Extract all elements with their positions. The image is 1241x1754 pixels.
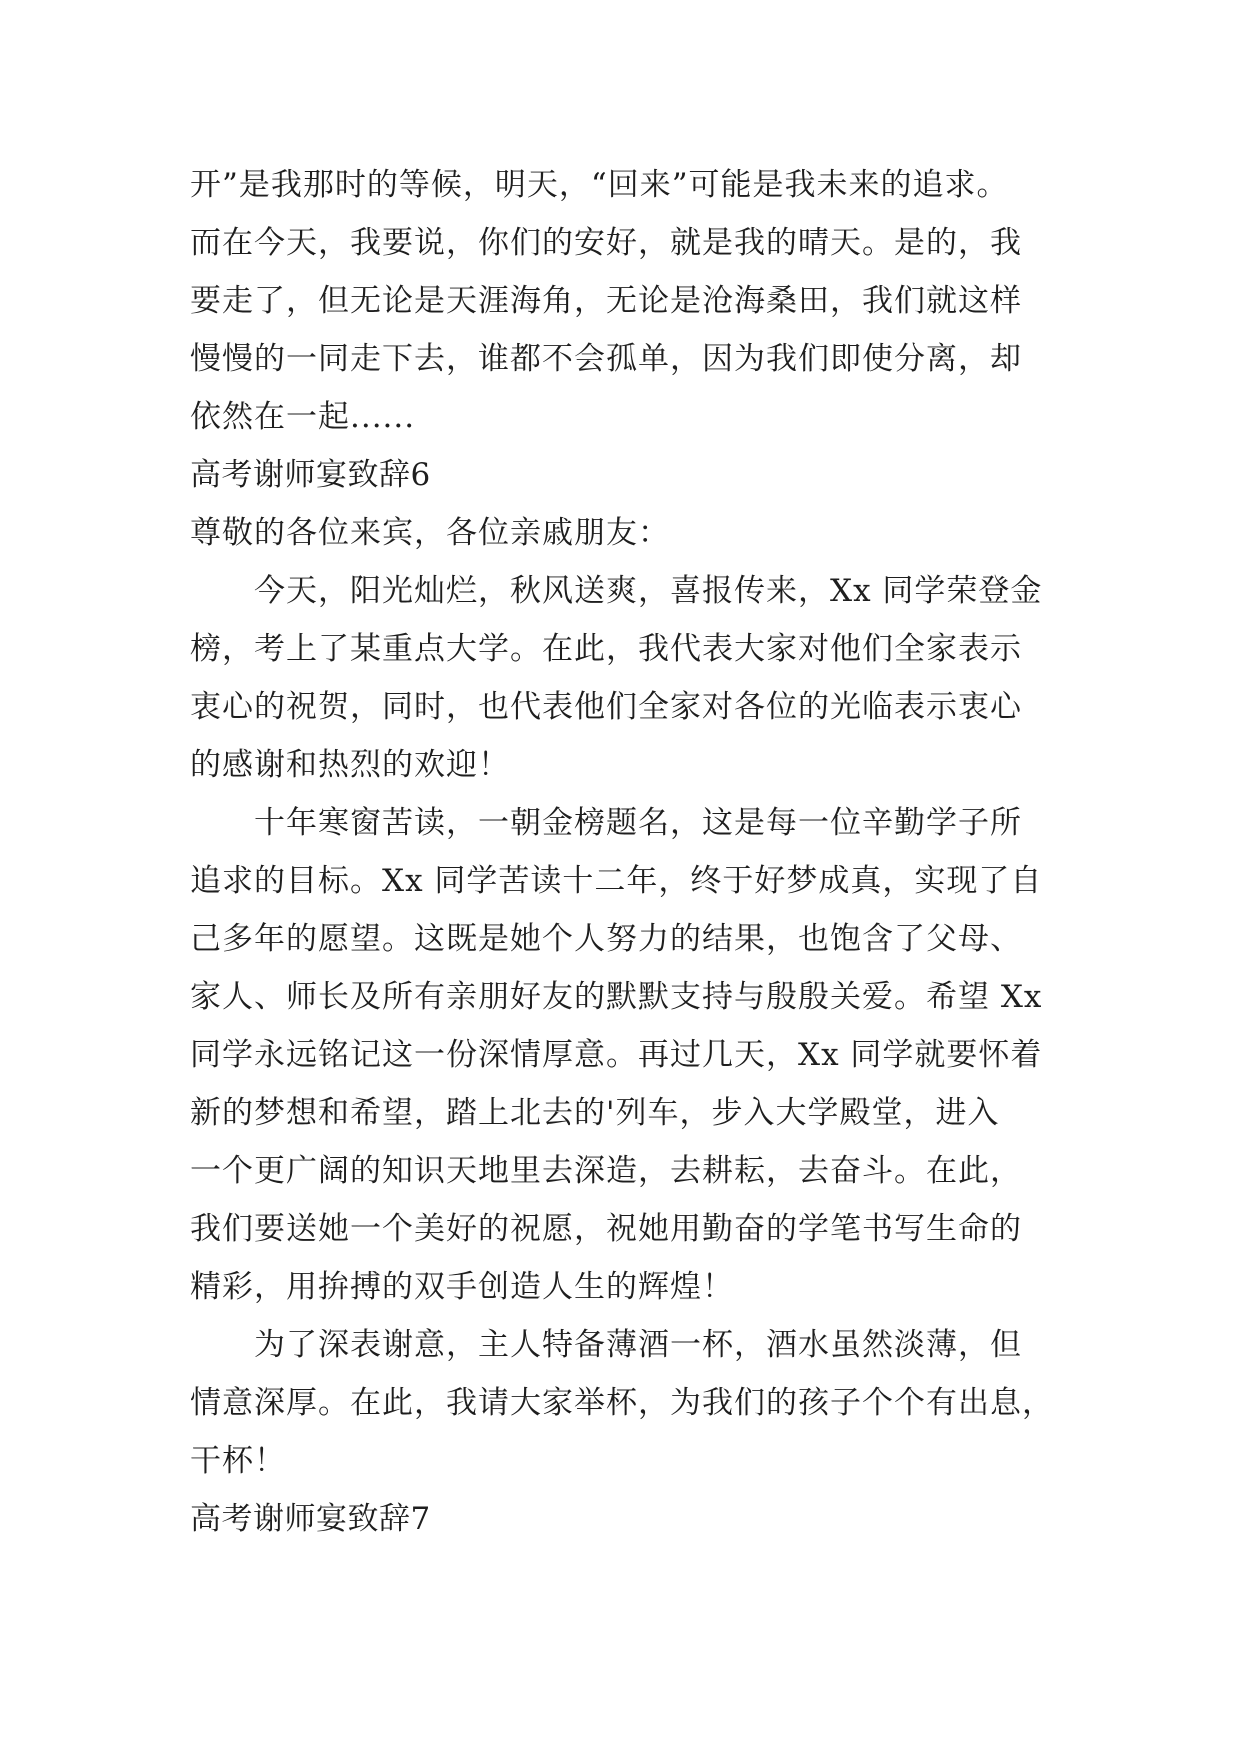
body-text-line: 家人、师长及所有亲朋好友的默默支持与殷殷关爱。希望 Xx (190, 979, 1043, 1015)
paragraph-first-line: 今天，阳光灿烂，秋风送爽，喜报传来，Xx 同学荣登金 (254, 573, 1043, 609)
body-text-line: 要走了，但无论是天涯海角，无论是沧海桑田，我们就这样 (190, 283, 1022, 319)
body-text-line: 追求的目标。Xx 同学苦读十二年，终于好梦成真，实现了自 (190, 863, 1043, 899)
body-text-line: 干杯！ (190, 1443, 286, 1479)
body-text-line: 情意深厚。在此，我请大家举杯，为我们的孩子个个有出息， (190, 1385, 1054, 1421)
section-heading: 高考谢师宴致辞6 (190, 457, 431, 493)
section-heading: 高考谢师宴致辞7 (190, 1501, 431, 1537)
paragraph-first-line: 十年寒窗苦读，一朝金榜题名，这是每一位辛勤学子所 (254, 805, 1022, 841)
paragraph-first-line: 为了深表谢意，主人特备薄酒一杯，酒水虽然淡薄，但 (254, 1327, 1022, 1363)
body-text-line: 榜，考上了某重点大学。在此，我代表大家对他们全家表示 (190, 631, 1022, 667)
body-text-line: 新的梦想和希望，踏上北去的'列车，步入大学殿堂，进入 (190, 1095, 1000, 1131)
body-text-line: 己多年的愿望。这既是她个人努力的结果，也饱含了父母、 (190, 921, 1022, 957)
body-text-line: 开”是我那时的等候，明天，“回来”可能是我未来的追求。 (190, 167, 1009, 203)
body-text-line: 衷心的祝贺，同时，也代表他们全家对各位的光临表示衷心 (190, 689, 1022, 725)
body-text-line: 同学永远铭记这一份深情厚意。再过几天，Xx 同学就要怀着 (190, 1037, 1043, 1073)
salutation: 尊敬的各位来宾，各位亲戚朋友： (190, 515, 670, 551)
body-text-line: 依然在一起...... (190, 399, 416, 435)
body-text-line: 而在今天，我要说，你们的安好，就是我的晴天。是的，我 (190, 225, 1022, 261)
body-text-line: 我们要送她一个美好的祝愿，祝她用勤奋的学笔书写生命的 (190, 1211, 1022, 1247)
body-text-line: 慢慢的一同走下去，谁都不会孤单，因为我们即使分离，却 (190, 341, 1022, 377)
body-text-line: 一个更广阔的知识天地里去深造，去耕耘，去奋斗。在此， (190, 1153, 1022, 1189)
body-text-line: 的感谢和热烈的欢迎！ (190, 747, 510, 783)
body-text-line: 精彩，用拚搏的双手创造人生的辉煌！ (190, 1269, 734, 1305)
